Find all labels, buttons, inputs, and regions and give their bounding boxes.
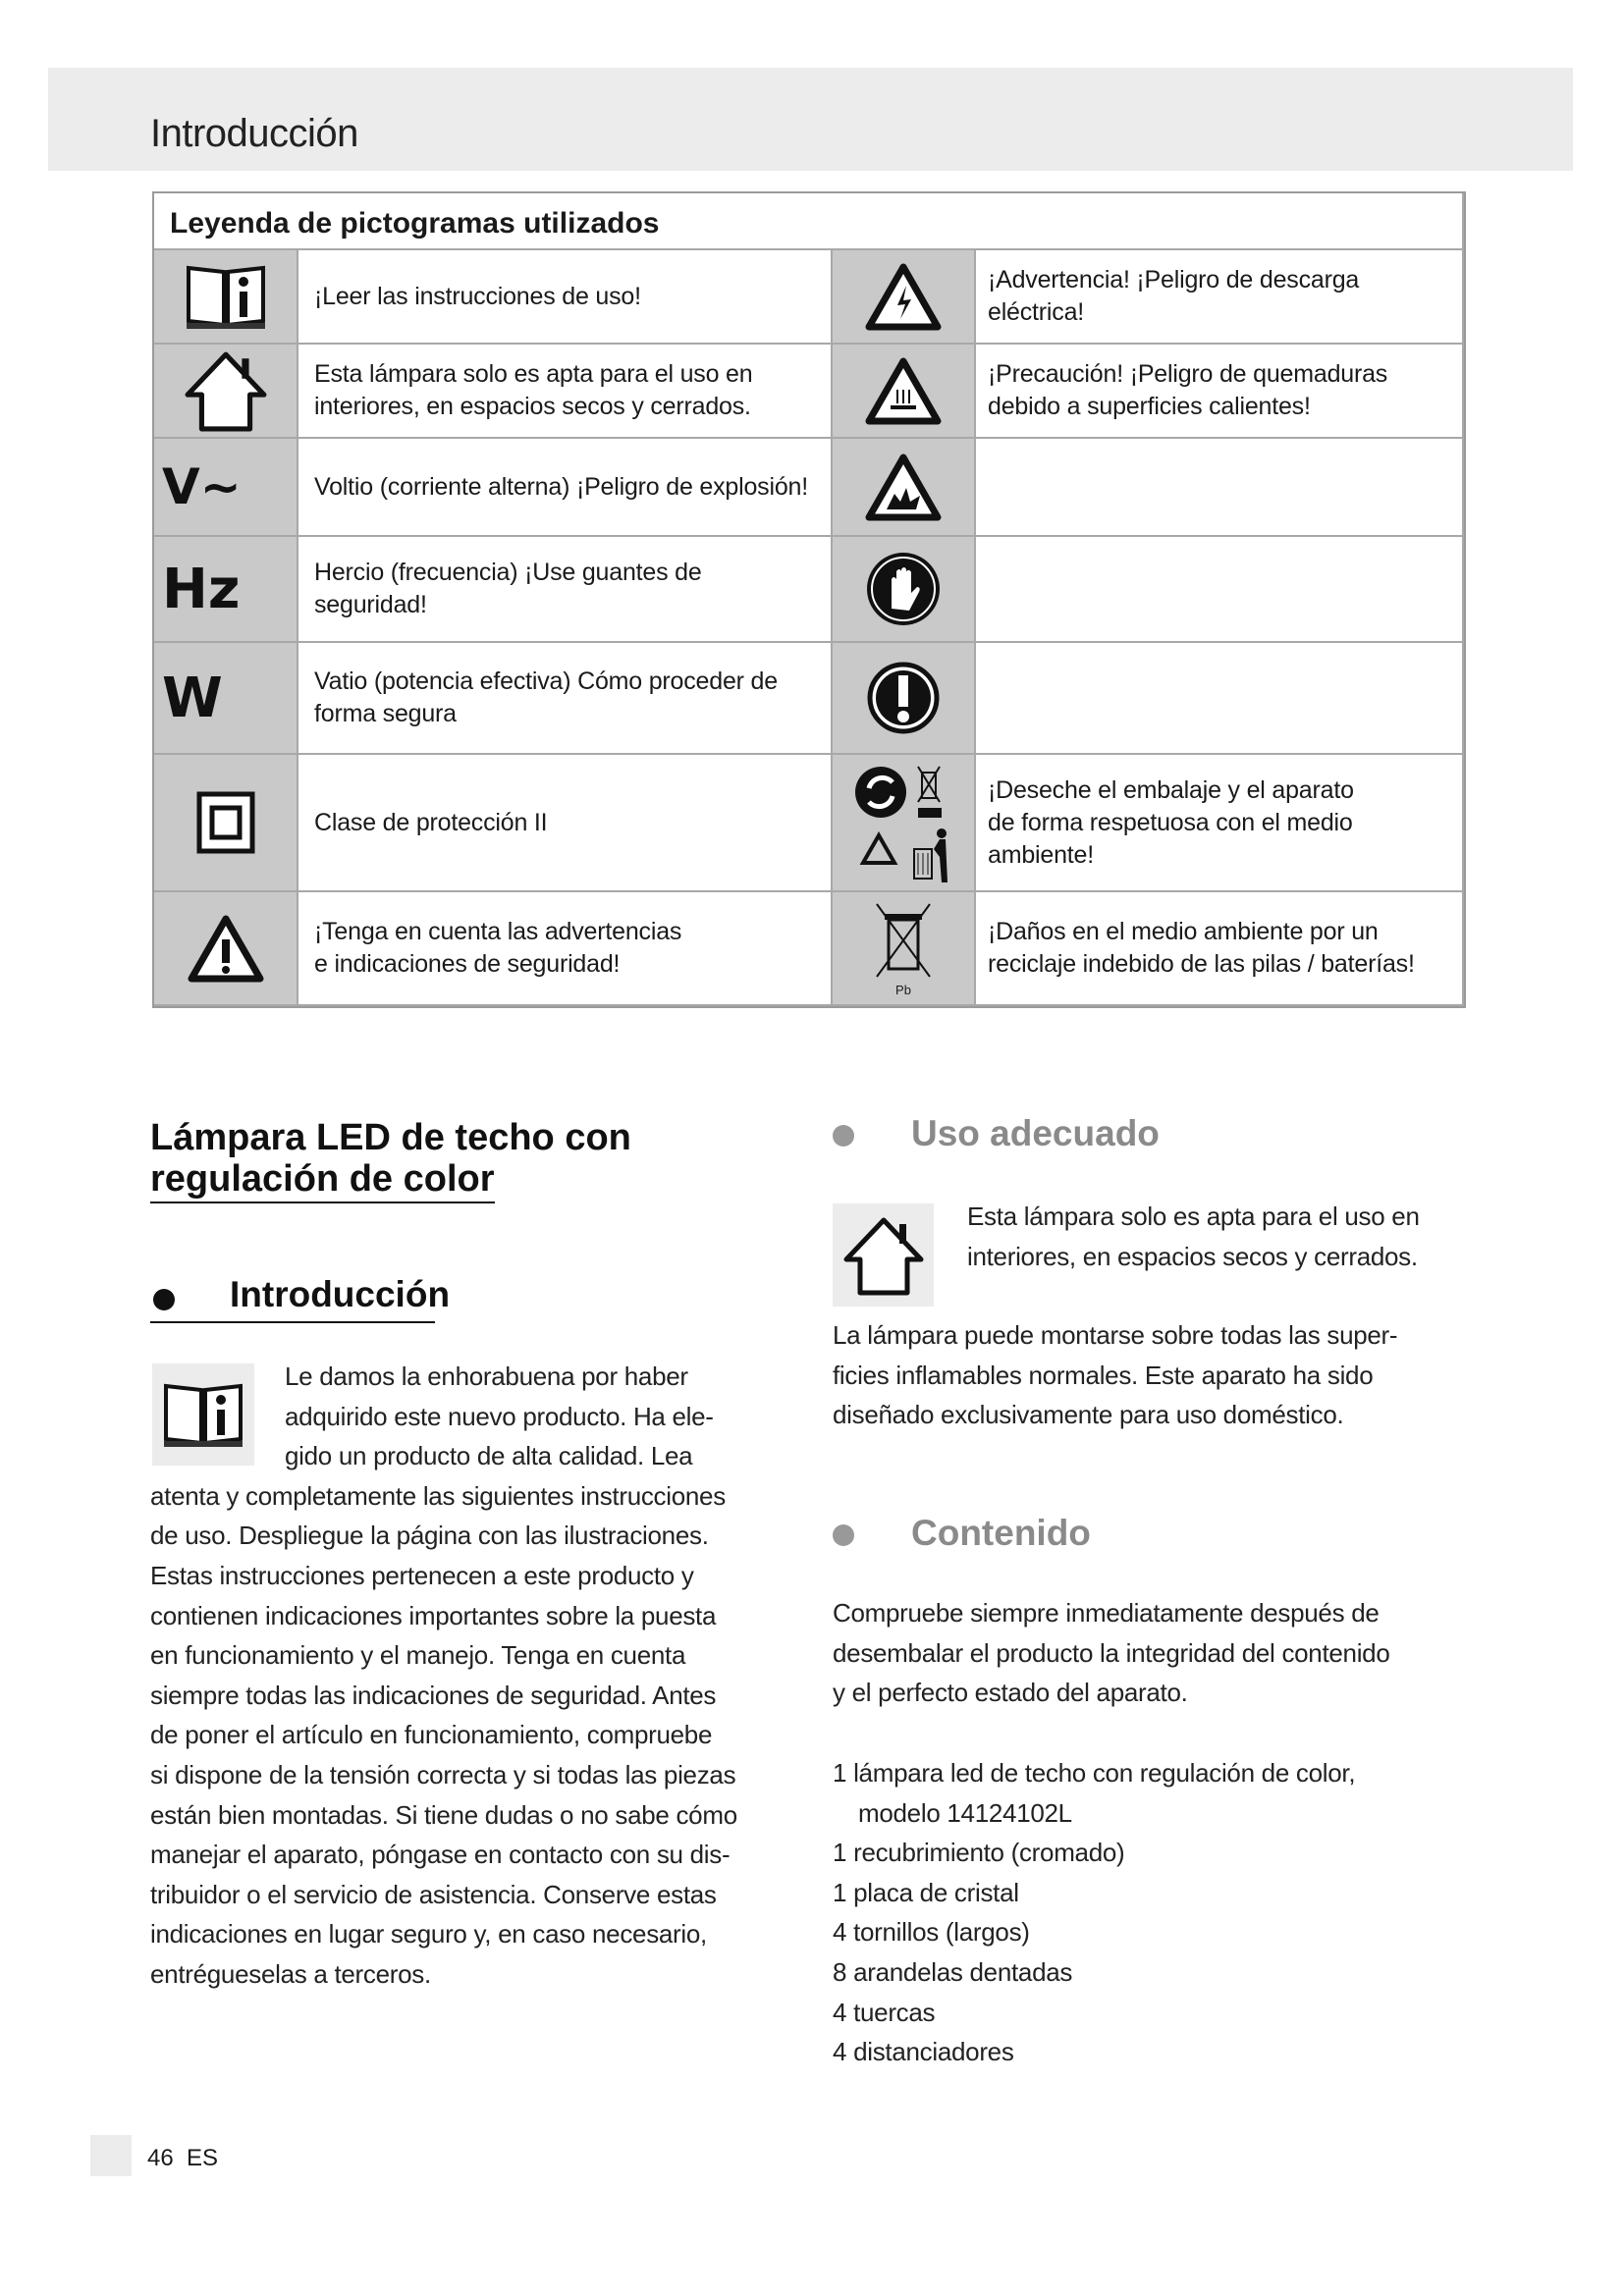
hot-surface-warning-icon <box>833 345 976 439</box>
contents-item: 1 recubrimiento (cromado) <box>833 1838 1125 1868</box>
legend-text <box>298 250 833 345</box>
contents-item: 1 placa de cristal <box>833 1877 1019 1907</box>
intro-heading: Introducción <box>230 1274 451 1314</box>
legend-text <box>976 345 1464 439</box>
intro-text-line: indicaciones en lugar seguro y, en caso necesario, <box>150 1919 707 1949</box>
bullet-icon <box>833 1524 854 1546</box>
intro-text-line: Estas instrucciones pertenecen a este producto y <box>150 1561 694 1590</box>
legend-text-line: Voltio (corriente alterna) ¡Peligro de explosión! <box>314 472 808 501</box>
legend-text-line: interiores, en espacios secos y cerrados. <box>314 393 751 420</box>
intro-text-line: entrégueselas a terceros. <box>150 1959 431 1989</box>
intro-text-line: contienen indicaciones importantes sobre la puesta <box>150 1600 717 1630</box>
watt-symbol: W <box>162 666 223 730</box>
intro-text-line: adquirido este nuevo producto. Ha ele- <box>285 1401 714 1431</box>
battery-disposal-icon <box>833 892 976 1006</box>
hertz-symbol <box>154 537 298 643</box>
legend-text <box>298 439 833 537</box>
legend-text-line: ¡Tenga en cuenta las advertencias <box>314 918 682 945</box>
protection-class-2-icon <box>154 755 298 892</box>
legend-text-line: ¡Deseche el embalaje y el aparato <box>988 775 1354 804</box>
volt-symbol: V~ <box>162 458 242 515</box>
legend-text-line: reciclaje indebido de las pilas / baterías! <box>988 950 1415 978</box>
legend-text <box>976 250 1464 345</box>
use-text-line: La lámpara puede montarse sobre todas las super- <box>833 1320 1398 1350</box>
legend-text-line: ¡Leer las instrucciones de uso! <box>314 282 641 310</box>
intro-text-line: tribuidor o el servicio de asistencia. Conserve estas <box>150 1879 717 1909</box>
legend-text <box>976 892 1464 1006</box>
intro-text-line: atenta y completamente las siguientes instrucciones <box>150 1480 726 1511</box>
intro-text-line: en funcionamiento y el manejo. Tenga en cuenta <box>150 1640 686 1671</box>
recycling-icons <box>833 755 976 892</box>
product-title-line: Lámpara LED de techo con <box>150 1117 631 1158</box>
legend-text-line: ¡Precaución! ¡Peligro de quemaduras <box>988 360 1388 388</box>
intro-text-line: de uso. Despliegue la página con las ilustraciones. <box>150 1521 709 1551</box>
contents-item: 8 arandelas dentadas <box>833 1957 1073 1987</box>
legend-text-line: eléctrica! <box>988 298 1085 326</box>
language-code: ES <box>187 2145 219 2171</box>
use-text-line: interiores, en espacios secos y cerrados. <box>967 1241 1418 1271</box>
legend-text-line: e indicaciones de seguridad! <box>314 950 621 978</box>
legend-text <box>976 643 1464 755</box>
legend-text-line: Vatio (potencia efectiva) Cómo proceder de forma segura <box>314 667 778 727</box>
page-number <box>147 2145 218 2172</box>
legend-text <box>298 643 833 755</box>
intro-text-line: siempre todas las indicaciones de seguridad. Antes <box>150 1680 717 1710</box>
intro-text-line: si dispone de la tensión correcta y si todas las piezas <box>150 1760 736 1789</box>
electric-shock-warning-icon <box>833 250 976 345</box>
contents-text-line: desembalar el producto la integridad del contenido <box>833 1637 1390 1668</box>
legend-text-line: ¡Daños en el medio ambiente por un <box>988 918 1379 945</box>
page-marker <box>90 2135 132 2176</box>
intro-text-line: gido un producto de alta calidad. Lea <box>285 1441 693 1471</box>
intro-text-line: manejar el aparato, póngase en contacto con su dis- <box>150 1840 731 1870</box>
bullet-icon <box>153 1289 175 1310</box>
volt-symbol <box>154 439 298 537</box>
product-title <box>150 1117 631 1200</box>
contents-heading: Contenido <box>911 1513 1091 1553</box>
hertz-symbol: Hz <box>162 557 241 621</box>
use-text-line: ficies inflamables normales. Este aparato ha sido <box>833 1360 1374 1390</box>
contents-item: 4 tornillos (largos) <box>833 1917 1030 1948</box>
legend-text-line: debido a superficies calientes! <box>988 393 1311 420</box>
legend-text-line: ambiente! <box>988 840 1094 869</box>
use-text-line: diseñado exclusivamente para uso doméstico. <box>833 1400 1344 1429</box>
product-title-line: regulación de color <box>150 1158 495 1203</box>
legend-text-line: Hercio (frecuencia) ¡Use guantes de seguridad! <box>314 559 702 618</box>
legend-text <box>298 755 833 892</box>
intro-text-line: Le damos la enhorabuena por haber <box>285 1362 688 1391</box>
battery-label: Pb <box>895 982 911 997</box>
legend-title: Leyenda de pictogramas utilizados <box>154 193 1464 250</box>
bullet-icon <box>833 1125 854 1147</box>
warning-triangle-icon <box>154 892 298 1006</box>
legend-text <box>976 755 1464 892</box>
use-text-line: Esta lámpara solo es apta para el uso en <box>967 1201 1420 1231</box>
use-heading: Uso adecuado <box>911 1113 1160 1153</box>
intro-text-line: están bien montadas. Si tiene dudas o no sabe cómo <box>150 1799 737 1830</box>
contents-text-line: Compruebe siempre inmediatamente después de <box>833 1598 1380 1628</box>
page-number-value: 46 <box>147 2145 174 2171</box>
contents-item: modelo 14124102L <box>858 1797 1072 1828</box>
safety-exclamation-icon <box>833 643 976 755</box>
legend-text <box>298 345 833 439</box>
legend-text <box>298 537 833 643</box>
intro-text-line: de poner el artículo en funcionamiento, compruebe <box>150 1720 713 1750</box>
house-icon <box>154 345 298 439</box>
contents-item: 1 lámpara led de techo con regulación de color, <box>833 1758 1356 1788</box>
contents-item: 4 distanciadores <box>833 2037 1014 2067</box>
legend-text <box>298 892 833 1006</box>
book-info-icon <box>154 250 298 345</box>
explosion-warning-icon <box>833 439 976 537</box>
legend-text <box>976 537 1464 643</box>
pictogram-legend-table <box>152 191 1466 1008</box>
contents-text-line: y el perfecto estado del aparato. <box>833 1678 1188 1707</box>
legend-text-line: ¡Advertencia! ¡Peligro de descarga <box>988 266 1360 294</box>
divider <box>150 1321 435 1323</box>
contents-item: 4 tuercas <box>833 1997 936 2027</box>
legend-text <box>976 439 1464 537</box>
book-info-icon <box>152 1363 254 1466</box>
legend-text-line: Clase de protección II <box>314 808 548 836</box>
watt-symbol <box>154 643 298 755</box>
section-title: Introducción <box>150 112 358 155</box>
legend-text-line: de forma respetuosa con el medio <box>988 808 1353 836</box>
house-icon <box>833 1203 934 1307</box>
gloves-icon <box>833 537 976 643</box>
legend-text-line: Esta lámpara solo es apta para el uso en <box>314 360 753 388</box>
